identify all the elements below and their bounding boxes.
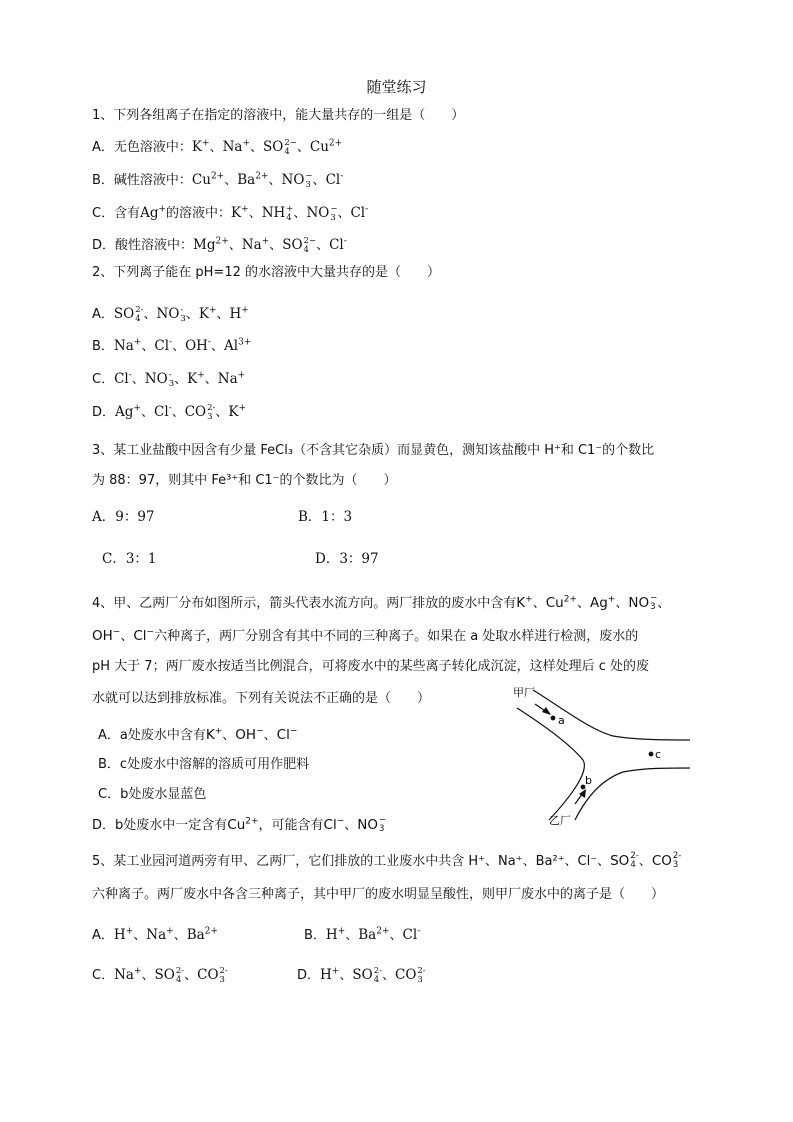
q3-stem-line1: 3、某工业盐酸中因含有少量 FeCl₃（不含其它杂质）而显黄色，测知该盐酸中 H⁺和 C1⁻的个数比 <box>92 443 655 458</box>
point-a-dot <box>551 716 556 721</box>
q4-line1: 4、甲、乙两厂分布如图所示，箭头代表水流方向。两厂排放的废水中含有K+、$Cu^{2+}$、Ag+、NO − 3 、 <box>92 593 671 612</box>
arrowhead-a <box>542 707 551 715</box>
q3-option-a: A．9：97 <box>92 509 155 525</box>
q4-line4: 水就可以达到排放标准。下列有关说法不正确的是（ ） <box>92 691 431 706</box>
q1-stem: 1、下列各组离子在指定的溶液中，能大量共存的一组是（ ） <box>92 108 465 123</box>
q1-option-b: B．碱性溶液中：$Cu^{2+}$、$Ba^{2+}$、NO − 3 、Cl- <box>92 170 344 190</box>
q2-option-a: A．SO 2- 4 、NO - 3 、K+、H+ <box>92 304 249 324</box>
q5-line2: 六种离子。两厂废水中各含三种离子，其中甲厂的废水明显呈酸性，则甲厂废水中的离子是（ ） <box>92 887 665 902</box>
q4-line2: OH−、Cl−六种离子，两厂分别含有其中不同的三种离子。如果在 a 处取水样进行检测，废水的 <box>92 627 639 644</box>
q4-option-a: A．a处废水中含有K+、OH−、Cl− <box>98 726 298 743</box>
q3-option-b: B．1：3 <box>298 509 353 525</box>
q5-option-b: B．H+、$Ba^{2+}$、Cl- <box>304 926 421 943</box>
factory-yi-label: 乙厂 <box>549 814 571 827</box>
q3-stem-line2: 为 88：97，则其中 Fe³⁺和 C1⁻的个数比为（ ） <box>92 473 397 488</box>
point-b-label: b <box>585 774 592 787</box>
q4-option-b: B．c处废水中溶解的溶质可用作肥料 <box>98 757 310 772</box>
river-bank-lower-left <box>517 708 584 820</box>
q1-option-d: D．酸性溶液中：$Mg^{2+}$、Na+、SO 2− 4 、Cl- <box>92 235 347 255</box>
q4-option-d: D．b处废水中一定含有$Cu^{2+}$，可能含有Cl−、NO − 3 <box>92 815 387 834</box>
q2-option-b: B．Na+、Cl-、OH-、$Al^{3+}$ <box>92 337 252 354</box>
factory-jia-label: 甲厂 <box>513 686 535 699</box>
river-bank-upper <box>533 690 690 740</box>
q2-option-d: D．Ag+、Cl-、CO 2- 3 、K+ <box>92 402 247 422</box>
q5-line1: 5、某工业园河道两旁有甲、乙两厂，它们排放的工业废水中共含 H⁺、Na⁺、Ba²⁺、Cl⁻、SO 2- 4 、CO 2- 3 <box>92 851 682 870</box>
q3-option-c: C．3：1 <box>102 551 157 567</box>
q2-stem: 2、下列离子能在 pH=12 的水溶液中大量共存的是（ ） <box>92 265 440 280</box>
q5-option-c: C．Na+、SO 2- 4 、CO 2- 3 <box>92 965 228 985</box>
q1-option-c: C．含有Ag+的溶液中：K+、NH + 4 、NO − 3 、Cl- <box>92 203 369 223</box>
q5-option-a: A．H+、Na+、$Ba^{2+}$ <box>92 926 218 943</box>
river-diagram <box>505 682 705 827</box>
point-c-dot <box>649 752 654 757</box>
q5-option-d: D．H+、SO 2- 4 、CO 2- 3 <box>297 965 426 985</box>
q1-option-a: A．无色溶液中：K+、Na+、SO 2− 4 、$Cu^{2+}$ <box>92 137 343 157</box>
point-c-label: c <box>655 748 662 761</box>
page-title: 随堂练习 <box>366 78 427 96</box>
river-bank-lower-right <box>575 768 690 820</box>
q3-option-d: D．3：97 <box>315 551 379 567</box>
point-a-label: a <box>558 714 565 727</box>
q2-option-c: C．Cl-、NO - 3 、K+、Na+ <box>92 369 246 389</box>
q4-line3: pH 大于 7；两厂废水按适当比例混合，可将废水中的某些离子转化成沉淀，这样处理后 c 处的废 <box>92 659 649 674</box>
q4-option-c: C．b处废水显蓝色 <box>98 787 207 802</box>
